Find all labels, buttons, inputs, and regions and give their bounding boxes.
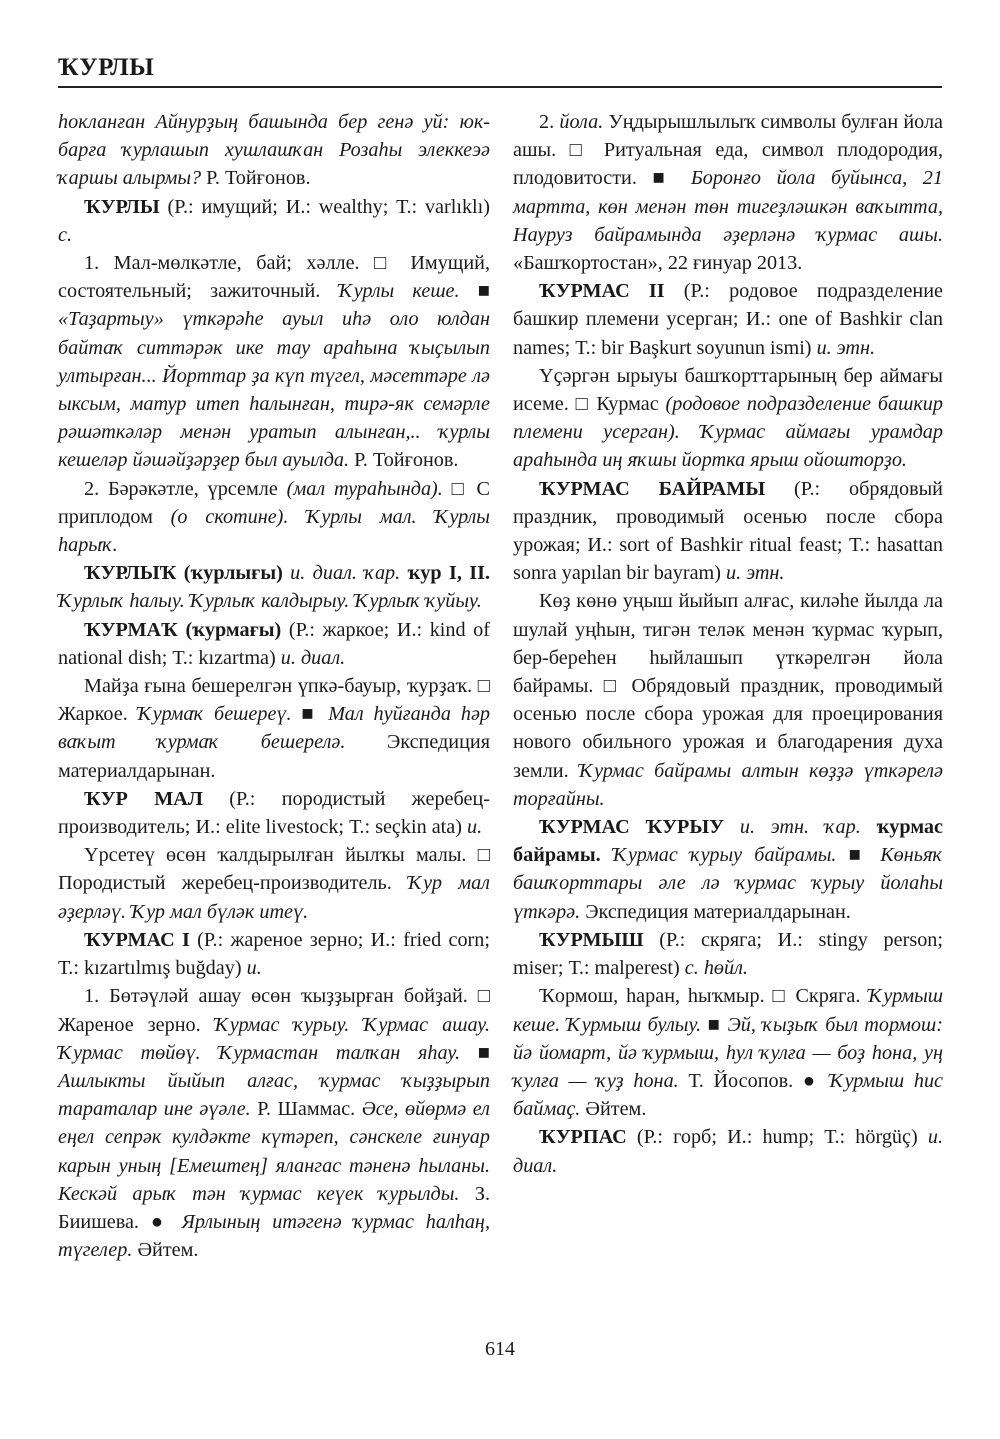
headword: ҠУРЛЫҠ (ҡурлығы) [84, 562, 283, 585]
definition: Үҫәргән ырыуы башҡорттарының бер аймағы исеме. □ Курмас [513, 364, 943, 416]
definition: Көҙ көнө уңыш йыйып алғас, киләһе йылда ла шулай уңһын, тигән теләк менән ҡурмас ҡурып, бер-береһен һыйлашып үткәрелгән йола байрамы. □ Обрядовый праздник, проводимый осенью после сбора урожая для проецирования нового обильного урожая и благодарения духа земли. [513, 590, 943, 782]
grammar-label: и. этн. ҡар. [724, 816, 861, 839]
proverb: Ярлының итәгенә ҡурмас һалһаң, түгелер. [58, 1210, 490, 1262]
definition: Ҡормош, һаран, һыҡмыр. □ Скряга. [539, 985, 869, 1008]
sense-1 [58, 982, 490, 1264]
entry-kurmas-2 [513, 277, 943, 362]
headword: ҠУРМАС БАЙРАМЫ [539, 477, 766, 500]
citation: Әйтем. [132, 1239, 199, 1262]
headword: ҠУРМЫШ [539, 928, 644, 951]
translations: (Р.: породистый жеребец-производитель; И.: elite livestock; Т.: seçkin ata) [58, 787, 490, 839]
entry-kur-mal [58, 785, 490, 841]
definition: Майҙа ғына бешерелгән үпкә-бауыр, ҡурҙаҡ. □ Жаркое. [58, 675, 490, 726]
entry-kurmak-definition [58, 672, 490, 785]
translations: (Р.: родовое подразделение башкир племени усерган; И.: one of Bashkir clan names; Т.: bir Başkurt soyunun ismi) [513, 280, 943, 359]
entry-continuation [58, 108, 490, 193]
translations: (Р.: имущий; И.: wealthy; Т.: varlıklı) [159, 195, 490, 218]
entry-kurly [58, 193, 490, 249]
citation: Р. Шаммас. [250, 1098, 362, 1121]
grammar-label: и. диал. ҡар. [282, 562, 401, 585]
translations: (Р.: горб; И.: hump; Т.: hörgüç) [626, 1126, 928, 1149]
entry-kurmas-2-definition [513, 362, 943, 475]
cross-reference: ҡур I, II. [400, 562, 490, 585]
citation: Әйтем. [580, 1098, 647, 1121]
examples: Ҡурмыш кеше. Ҡурмыш булыу. ■ Эй, ҡыҙыҡ был тормош: йә йомарт, йә ҡурмыш, һул ҡулға — боҙ һона, уң ҡулға — ҡуҙ һона. [513, 985, 943, 1092]
entry-kurlyk [58, 559, 490, 615]
definition: 2. Бәрәкәтле, үрсемле [84, 477, 287, 500]
definition: 1. Бөтәүләй ашау өсөн ҡыҙҙырған бойҙай. □ Жареное зерно. [58, 985, 490, 1036]
examples: Ҡурмас ҡурыу. Ҡурмас ашау. Ҡурмас төйөү. Ҡурмастан талҡан яһау. ■ Ашлыкты йыйып алғас, ҡурмас ҡыҙҙырып тараталар ине әүәле. [58, 1013, 490, 1121]
quote: һокланған Айнурҙың башында бер генә уй: юк-барға ҡурлашып хушлашҡан Розаһы элеккеэә ҡаршы алырмы? [58, 111, 490, 190]
translations: (Р.: скряга; И.: stingy person; miser; Т.: malperest) [513, 928, 943, 980]
translations: (Р.: жареное зерно; И.: fried corn; Т.: kızartılmış buğday) [58, 928, 490, 980]
citation: Экспедиция материалдарынан. [58, 731, 490, 782]
translations: (Р.: обрядовый праздник, проводимый осенью после сбора урожая; И.: sort of Bashkir ritual feast; Т.: hasattan sonra yapılan bir bayram) [513, 477, 943, 585]
running-head: ҠУРЛЫ [58, 54, 155, 81]
headword: ҠУР МАЛ [84, 787, 203, 810]
translation: □ С приплодом [58, 477, 490, 528]
entry-kurmysh [513, 926, 943, 982]
usage-label: йола. [559, 111, 604, 133]
entry-kurpas [513, 1123, 943, 1179]
grammar-label: с. [58, 223, 73, 246]
right-column [513, 108, 943, 1180]
grammar-label: и. этн. [726, 562, 785, 585]
grammar-label: и. диал. [513, 1126, 943, 1177]
definition: Үрсетеү өсөн ҡалдырылған йылҡы малы. □ Породистый жеребец-производитель. [58, 844, 490, 895]
citation: Р. Тойғонов. [349, 449, 459, 472]
grammar-label: и. диал. [280, 646, 346, 669]
sense-1 [58, 249, 490, 475]
header-rule [58, 86, 942, 88]
entry-kur-mal-definition [58, 841, 490, 926]
grammar-label: с. һөйл. [684, 957, 748, 980]
headword: ҠУРЛЫ [84, 195, 160, 218]
sense-number: 2. [539, 111, 560, 133]
definition: 1. Мал-мөлкәтле, бай; хәлле. □ Имущий, состоятельный; зажиточный. [58, 252, 490, 303]
example-quote: Әсе, өйөрмә ел еңел сепрәк кулдәкте күтәреп, сәнскеле ғинуар карын уның [Емештең] ялангас тәненә һыланы. Кескәй арыҡ тән ҡурмас кеүек ҡурылды. [58, 1098, 490, 1205]
entry-kurmas-bayramy-definition [513, 587, 943, 813]
headword: ҠУРМАС ҠУРЫУ [539, 816, 725, 839]
example-quote: Боронғо йола буйынса, 21 мартта, көн менән төн тигеҙләшкән ваҡытта, Науруз байрамында әҙерләнә ҡурмас ашы. [513, 167, 943, 246]
definition: Уңдырышлылыҡ символы булған йола ашы. □ Ритуальная еда, символ плодородия, плодовитости. ■ [513, 111, 944, 190]
headword: ҠУРПАС [539, 1126, 627, 1149]
citation: Т. Йосопов. ● [678, 1069, 830, 1092]
examples: (о скотине). Ҡурлы мал. Ҡурлы һарыҡ. [58, 505, 490, 557]
headword: ҠУРМАҠ (ҡурмағы) [84, 618, 282, 641]
grammar-label: и. [467, 816, 483, 839]
sense-2 [58, 475, 490, 560]
entry-kurmas-1 [58, 926, 490, 982]
examples: Ҡурлыҡ һалыу. Ҡурлыҡ калдырыу. Ҡурлыҡ ҡуйыу. [58, 590, 482, 613]
entry-kurmak [58, 616, 490, 672]
grammar-label: и. этн. [816, 336, 876, 359]
examples: Ҡурмас ҡурыу байрамы. ■ Көньяҡ башҡорттары әле лә ҡурмас ҡурыу йолаһы үткәрә. [513, 844, 943, 923]
proverb: Ҡурмыш һис баймаҫ. [513, 1069, 943, 1121]
cross-reference: ҡурмас байрамы. [513, 816, 943, 867]
translations: (Р.: жаркое; И.: kind of national dish; Т.: kızartma) [58, 618, 491, 669]
entry-kurmas-kuryu [513, 813, 943, 926]
examples: Ҡурлы кеше. ■ «Таҙартыу» үткәрәһе ауыл иһә оло юлдан байтаҡ ситтәрәк ике тау араһына ҡыҫылып ултырған... Йорттар ҙа күп түгел, мәсеттәре лә ыксым, матур итеп һалынған, тирә-як семәрле рәшәткәләр менән уратып алынған,.. ҡурлы кешеләр йәшәйҙәрҙер был ауылда. [58, 280, 490, 472]
headword: ҠУРМАС I [84, 928, 190, 951]
page-number: 614 [485, 1338, 515, 1360]
citation: Р. Тойғонов. [201, 167, 311, 190]
examples: (родовое подразделение башкир племени усерган). Ҡурмас аймағы урамдар араһында иң яҡшы йортка ярыш ойошторҙо. [513, 393, 943, 472]
examples: Ҡурмас байрамы алтын көҙҙә үткәрелә торғайны. [513, 759, 944, 810]
headword: ҠУРМАС II [539, 280, 665, 303]
sense-2 [513, 108, 943, 277]
citation: Экспедиция материалдарынан. [580, 900, 851, 923]
left-column [58, 108, 490, 1264]
entry-kurmysh-definition [513, 982, 943, 1123]
examples: Ҡур мал әҙерләү. Ҡур мал бүләк итеү. [58, 872, 490, 923]
examples: Ҡурмаҡ бешереү. ■ Мал һуйғанда һәр ваҡыт ҡурмаҡ бешерелә. [58, 703, 490, 754]
gloss-note: (мал тураһында). [286, 477, 443, 500]
citation: «Башҡортостан», 22 ғинуар 2013. [513, 252, 803, 275]
citation: З. Биишева. ● [58, 1182, 490, 1233]
entry-kurmas-bayramy [513, 475, 943, 588]
grammar-label: и. [246, 957, 262, 980]
